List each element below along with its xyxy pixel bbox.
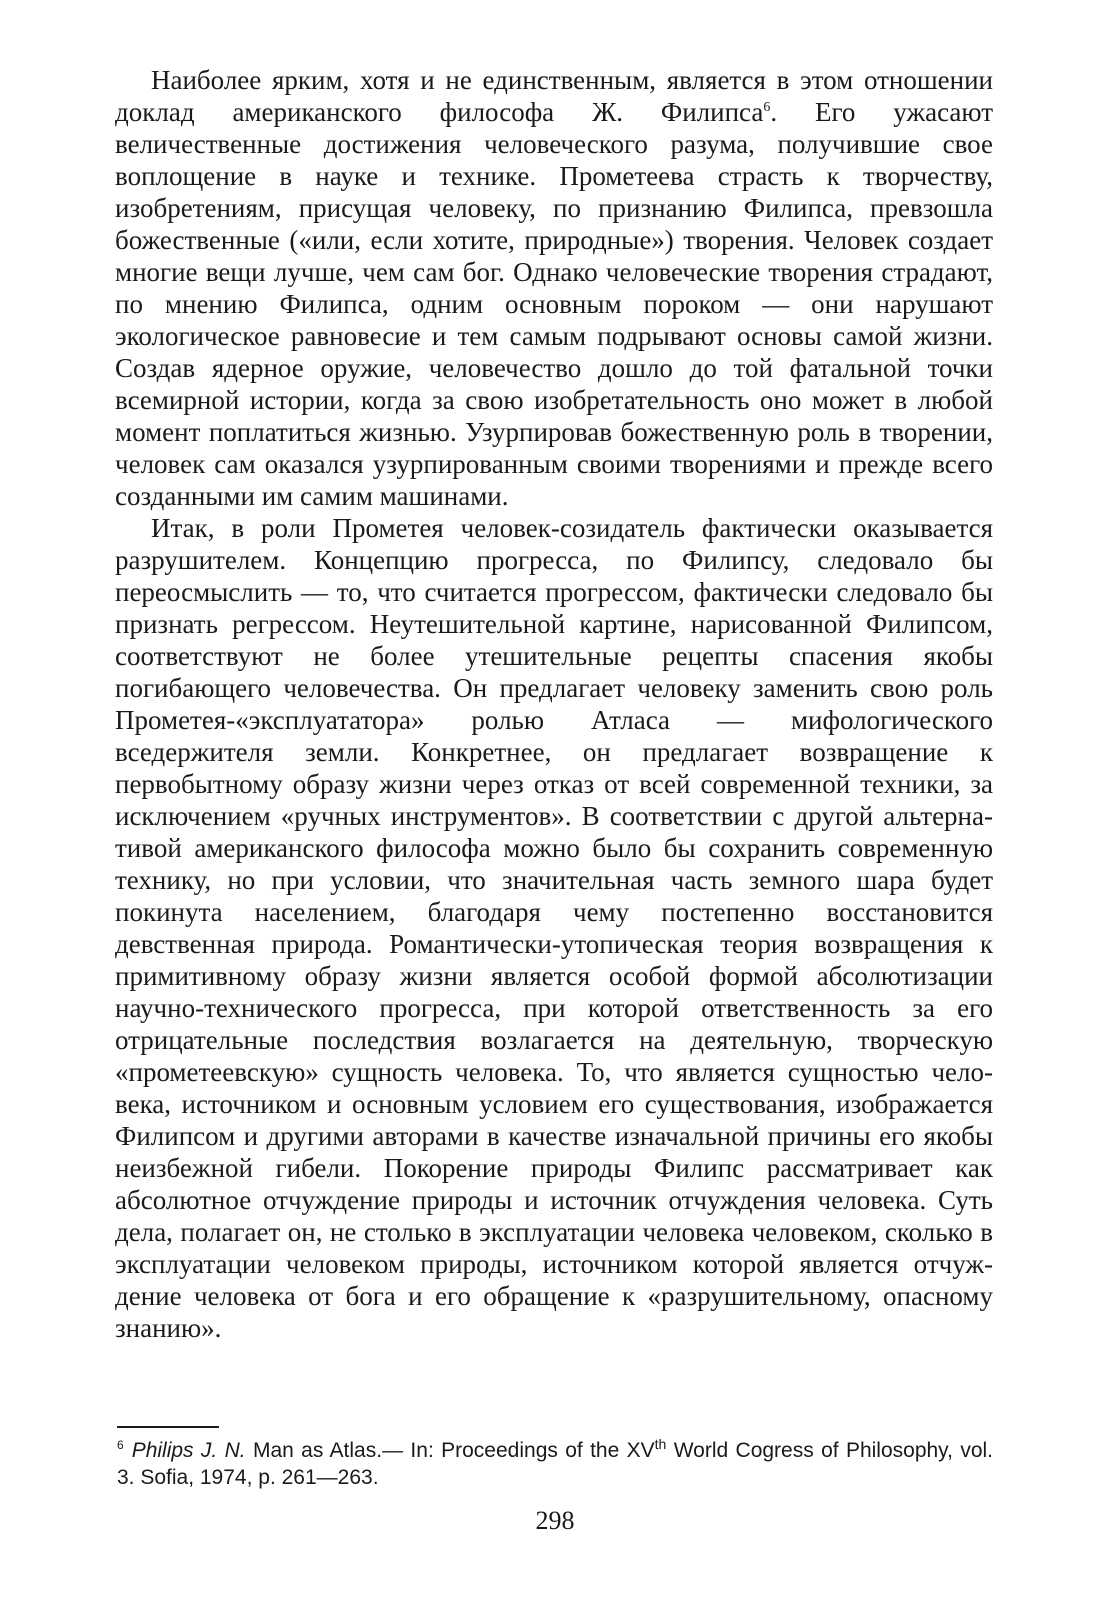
footnote [117, 1437, 993, 1491]
footnote-reference[interactable]: 6 [763, 100, 771, 115]
footnote-text-a: Man as Atlas.— In: Proceedings of the XV [245, 1439, 655, 1462]
main-text [115, 64, 993, 1344]
paragraph-2: Итак, в роли Прометея человек-созидатель фактически оказывается разрушителем. Концепцию прогресса, по Филипсу, следовало бы переосмыслить — то, что считается прогрессом, фактически следовало бы признать регрессом. Неутешительной картине, нарисованной Филипсом, соответствуют не более утешительные рецепты спасения якобы погибающего человечества. Он предлагает человеку заменить свою роль Прометея-«эксплуататора» ролью Атласа — мифологического вседержителя земли. Конкретнее, он предлагает возвращение к первобытному образу жизни через отказ от всей современной техники, за исключением «ручных инструментов». В соответствии с другой альтернативой американского философа можно было бы сохранить современную технику, но при условии, что значительная часть земного шара будет покинута населением, благодаря чему постепенно восстановится девственная природа. Романтически-утопическая теория возвращения к примитивному образу жизни является особой формой абсолютизации научно-технического прогресса, при которой ответственность за его отрицательные последствия возлагается на деятельную, творческую «прометеевскую» сущность человека. То, что является сущностью человека, источником и основным условием его существования, изображается Филипсом и другими авторами в качестве изначальной причины его якобы неизбежной гибели. Покорение природы Филипс рассматривает как абсолютное отчуждение природы и источник отчуждения человека. Суть дела, полагает он, не столько в эксплуатации человека человеком, сколько в эксплуатации человеком природы, источником которой является отчуждение человека от бога и его обращение к «разрушительному, опасному знанию». [115, 513, 993, 1343]
footnote-author: Philips J. N. [131, 1439, 246, 1462]
footnote-divider [117, 1426, 219, 1428]
paragraph-1-text-a: Наиболее ярким, хотя и не единственным, является в этом отношении доклад американского философа Ж. Филипса [115, 65, 993, 127]
footnote-mark: 6 [117, 1438, 124, 1452]
footnote-text-b: World Cogress of Philosophy, vol. 3. Sofia, 1974, p. 261—263. [117, 1439, 993, 1489]
page-number: 298 [535, 1506, 575, 1535]
page-body [115, 64, 993, 1344]
paragraph-1 [115, 64, 993, 512]
footnote-superscript: th [654, 1436, 667, 1452]
paragraph-1-text-b: . Его ужасают величественные достижения человеческого разума, получившие свое воплощение в науке и технике. Прометеева страсть к творчеству, изобретениям, присущая человеку, по признанию Филипса, превзошла божественные («или, если хотите, природные») творения. Человек создает многие вещи лучше, чем сам бог. Однако человеческие творения страдают, по мнению Филипса, одним основным пороком — они нарушают экологическое равновесие и тем самым подрывают основы самой жизни. Создав ядерное оружие, человечество дошло до той фатальной точки всемирной истории, когда за свою изобретательность оно может в любой момент поплатиться жизнью. Узурпировав божественную роль в творении, человек сам оказался узурпированным своими творениями и прежде всего созданными им самим машинами. [115, 97, 993, 511]
